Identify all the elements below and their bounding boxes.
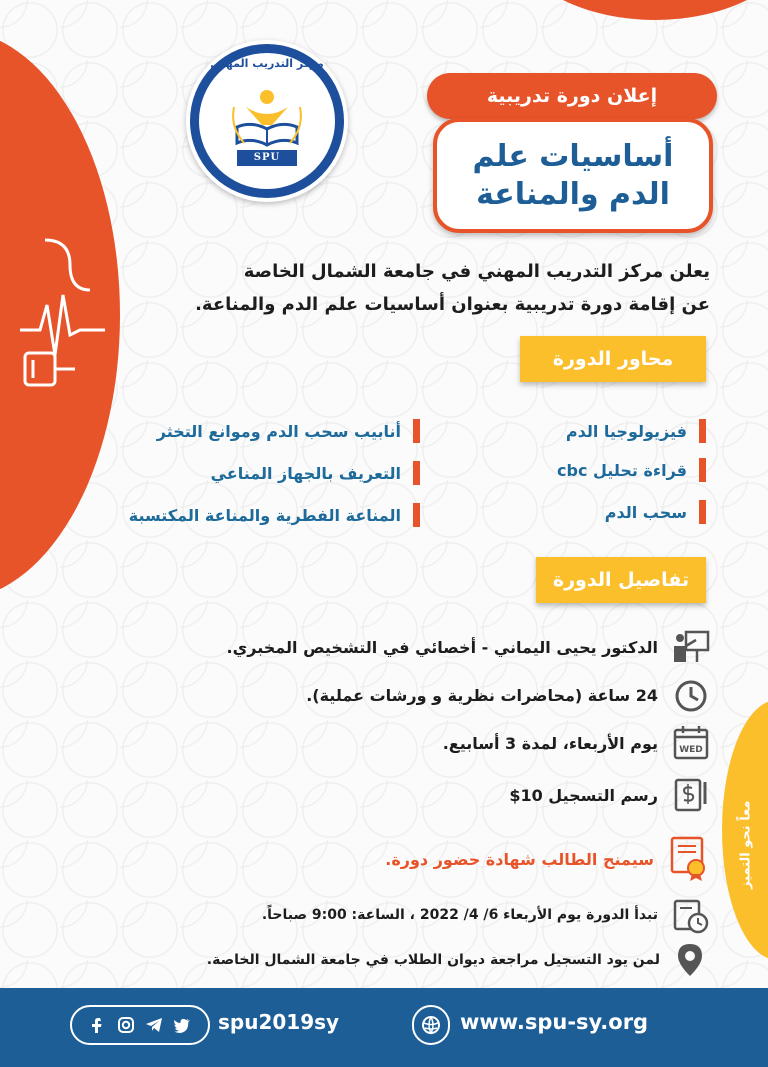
axis-item [557, 457, 706, 483]
instagram-icon[interactable] [117, 1016, 135, 1034]
globe-icon [421, 1015, 441, 1035]
axis-item-label: فيزيولوجيا الدم [565, 421, 687, 441]
social-links [70, 1005, 210, 1045]
announcement-pill: إعلان دورة تدريبية [427, 73, 717, 119]
detail-text: 24 ساعة (محاضرات نظرية و ورشات عملية). [306, 685, 658, 705]
axes-heading: محاور الدورة [520, 336, 706, 382]
axis-item [211, 460, 420, 486]
location-pin-icon [674, 942, 706, 978]
axis-bullet [413, 419, 420, 443]
axis-item [157, 418, 420, 444]
detail-text: رسم التسجيل 10$ [509, 785, 658, 805]
axis-bullet [413, 461, 420, 485]
presenter-board-icon [672, 628, 710, 666]
axis-item-label: قراءة تحليل cbc [557, 460, 687, 480]
intro-line2: عن إقامة دورة تدريبية بعنوان أساسيات علم الدم والمناعة. [195, 294, 710, 315]
iv-heartbeat-icon [15, 235, 110, 395]
detail-registration [207, 942, 706, 978]
detail-start [262, 896, 710, 934]
schedule-clock-icon [672, 896, 710, 934]
footer [0, 988, 768, 1067]
axis-item-label: أنابيب سحب الدم وموانع التخثر [156, 421, 401, 441]
axis-item [566, 418, 706, 444]
axis-bullet [699, 500, 706, 524]
axis-item [605, 499, 706, 525]
twitter-icon[interactable] [173, 1016, 191, 1034]
detail-text: يوم الأربعاء، لمدة 3 أسابيع. [442, 733, 658, 753]
invoice-dollar-icon [672, 776, 710, 814]
detail-text: تبدأ الدورة يوم الأربعاء 6/ 4/ 2022 ، الساعة: 9:00 صباحاً. [261, 907, 658, 923]
logo-badge: SPU [237, 150, 297, 166]
detail-schedule [443, 724, 710, 762]
axis-bullet [699, 419, 706, 443]
detail-hours [306, 676, 710, 714]
axis-item [129, 502, 420, 528]
detail-certificate [385, 836, 710, 882]
axis-item-label: المناعة الفطرية والمناعة المكتسبة [128, 505, 401, 525]
intro-line1: يعلن مركز التدريب المهني في جامعة الشمال الخاصة [243, 261, 710, 282]
side-slogan: معاً نحو التميز [738, 800, 754, 890]
course-title-line1: أساسيات علم [472, 138, 674, 174]
detail-fee [509, 776, 710, 814]
course-title-line2: الدم والمناعة [476, 176, 670, 212]
intro-paragraph [160, 255, 710, 321]
website-link[interactable]: www.spu-sy.org [460, 1010, 649, 1034]
axis-item-label: سحب الدم [604, 502, 687, 522]
spu-logo [186, 40, 348, 202]
clock-icon [672, 676, 710, 714]
detail-text: الدكتور يحيى اليماني - أخصائي في التشخيص المخبري. [226, 637, 658, 657]
axis-bullet [699, 458, 706, 482]
calendar-day-label: WED [679, 745, 703, 755]
detail-text: سيمنح الطالب شهادة حضور دورة. [385, 849, 654, 869]
book-person-icon [232, 87, 302, 149]
web-link-badge[interactable] [412, 1005, 450, 1045]
social-handle[interactable]: spu2019sy [218, 1010, 340, 1034]
decorative-orange-shape-top [505, 0, 768, 20]
axis-item-label: التعريف بالجهاز المناعي [210, 463, 401, 483]
facebook-icon[interactable] [89, 1016, 107, 1034]
detail-text: لمن يود التسجيل مراجعة ديوان الطلاب في جامعة الشمال الخاصة. [206, 952, 660, 968]
detail-instructor [227, 628, 710, 666]
axis-bullet [413, 503, 420, 527]
course-title-box [433, 118, 713, 233]
certificate-icon [668, 836, 710, 882]
logo-arc-text: مركز التدريب المهني [210, 57, 324, 70]
telegram-icon[interactable] [145, 1016, 163, 1034]
calendar-icon [672, 724, 710, 762]
details-heading: تفاصيل الدورة [536, 557, 706, 603]
